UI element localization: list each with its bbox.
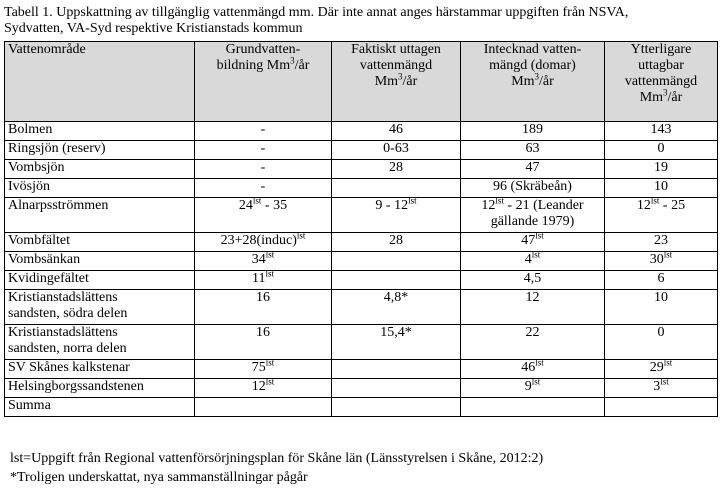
table-row [5, 290, 718, 325]
header-ytterligare [605, 42, 718, 122]
cell-value: 9 - 12 [375, 198, 409, 213]
cell-value: 12 [251, 379, 266, 394]
cell [605, 398, 718, 417]
cell: 22 [461, 325, 605, 360]
lst-marker: lst [495, 195, 504, 206]
row-name: Bolmen [5, 122, 195, 141]
footnote-lst: lst=Uppgift från Regional vattenförsörjningsplan för Skåne län (Länsstyrelsen i Skåne, 2012:2) [10, 451, 544, 466]
cell: 4,5 [461, 271, 605, 290]
cell [195, 376, 332, 398]
cell-value: 9 [524, 379, 532, 394]
footnotes [10, 449, 722, 487]
table-row [5, 179, 718, 198]
cell [332, 271, 461, 290]
cell: 47 [461, 160, 605, 179]
superscript: 3 [398, 71, 403, 82]
header-label: Ytterligare [630, 42, 692, 57]
cell: 189 [461, 122, 605, 141]
cell: 96 (Skräbeån) [461, 179, 605, 198]
cell-value: 34 [251, 252, 266, 267]
header-label: uttagbar [638, 58, 684, 73]
footnote-asterisk: *Troligen underskattat, nya sammanställningar pågår [10, 470, 308, 485]
cell-value: 12 [481, 198, 496, 213]
cell [332, 379, 461, 398]
cell-value: 24 [238, 198, 253, 213]
cell [332, 179, 461, 198]
cell: 6 [605, 271, 718, 290]
header-label: bildning Mm [216, 58, 291, 73]
row-name: Ringsjön (reserv) [5, 141, 195, 160]
header-label: vattenmängd [359, 58, 433, 73]
row-name-line: Kristianstadslättens [8, 325, 118, 340]
table-header-row [5, 42, 718, 122]
superscript: 3 [534, 71, 540, 82]
cell-value: 11 [252, 271, 266, 286]
table-row [5, 360, 718, 379]
cell [605, 376, 718, 398]
cell [461, 376, 605, 398]
row-name [5, 325, 195, 360]
cell [195, 357, 332, 379]
row-name: Kvidingefältet [5, 271, 195, 290]
caption-line-2: Sydvatten, VA-Syd respektive Kristianstads kommun [4, 21, 303, 36]
table-row [5, 122, 718, 141]
header-label: Mm [511, 74, 535, 89]
table-row [5, 233, 718, 252]
cell-value: 3 [653, 379, 661, 394]
row-name-line: sandsten, norra delen [8, 341, 127, 356]
header-label: Vattenområde [8, 42, 86, 57]
table-row [5, 252, 718, 271]
row-name-line: Kristianstadslättens [8, 290, 118, 305]
superscript: 3 [290, 55, 295, 66]
lst-marker: lst [663, 357, 673, 368]
cell [332, 360, 461, 379]
cell: 4,8* [332, 290, 461, 325]
cell-value: 29 [649, 360, 664, 375]
cell: 23 [605, 233, 718, 252]
cell: 15,4* [332, 325, 461, 360]
row-name-line: sandsten, södra delen [8, 306, 128, 321]
superscript: 3 [663, 87, 668, 98]
row-name: Vombsänkan [5, 252, 195, 271]
lst-marker: lst [265, 357, 275, 368]
header-vattenomrade [5, 42, 195, 122]
row-name: Vombfältet [5, 233, 195, 252]
header-label: Grundvatten- [225, 42, 301, 57]
lst-marker: lst [531, 376, 541, 387]
cell: 16 [195, 325, 332, 360]
table-row [5, 198, 718, 233]
row-name: Ivösjön [5, 179, 195, 198]
lst-marker: lst [535, 357, 544, 368]
header-label: /år [539, 74, 554, 89]
cell-value: 4 [524, 252, 532, 267]
row-name: Vombsjön [5, 160, 195, 179]
table-caption [4, 5, 722, 37]
cell: - [195, 122, 332, 141]
row-name: Alnarpsströmmen [5, 198, 195, 233]
cell: 28 [332, 160, 461, 179]
row-name: Helsingborgssandstenen [5, 379, 195, 398]
header-label: Intecknad vatten- [483, 42, 582, 57]
cell-value: gällande 1979) [490, 214, 575, 229]
cell [605, 195, 718, 233]
cell: 63 [461, 141, 605, 160]
lst-marker: lst [650, 195, 660, 206]
cell [195, 398, 332, 417]
header-label: /år [294, 58, 310, 73]
table-row [5, 271, 718, 290]
cell: - [195, 141, 332, 160]
cell: - [195, 160, 332, 179]
cell-value: 23+28(induc) [220, 233, 297, 248]
cell [461, 195, 605, 233]
cell [195, 268, 332, 290]
cell: 46 [332, 122, 461, 141]
lst-marker: lst [408, 195, 417, 206]
header-intecknad [461, 42, 605, 122]
caption-line-1: Tabell 1. Uppskattning av tillgänglig vattenmängd mm. Där inte annat anges härstammar uppgiften från NSVA, [4, 5, 629, 20]
cell [332, 252, 461, 271]
lst-marker: lst [265, 268, 274, 279]
header-label: /år [402, 74, 418, 89]
header-label: Faktiskt uttagen [351, 42, 441, 57]
header-label: vattenmängd [624, 74, 698, 89]
cell [461, 249, 605, 271]
cell-value: - 25 [659, 198, 686, 213]
header-label: /år [667, 90, 683, 105]
table-row-summa [5, 398, 718, 417]
header-label: Mm [374, 74, 399, 89]
table-row [5, 160, 718, 179]
row-name [5, 290, 195, 325]
cell [195, 195, 332, 233]
row-name: Summa [5, 398, 195, 417]
cell: 0 [605, 141, 718, 160]
cell [195, 249, 332, 271]
cell: - [195, 179, 332, 198]
lst-marker: lst [535, 230, 544, 241]
lst-marker: lst [265, 249, 275, 260]
lst-marker: lst [265, 376, 275, 387]
cell: 28 [332, 233, 461, 252]
cell [605, 249, 718, 271]
lst-marker: lst [660, 376, 669, 387]
cell: 143 [605, 122, 718, 141]
header-grundvattenbildning [195, 42, 332, 122]
cell-value: 75 [251, 360, 266, 375]
cell: 12 [461, 290, 605, 325]
header-label: mängd (domar) [489, 58, 576, 73]
cell: 16 [195, 290, 332, 325]
cell: 10 [605, 290, 718, 325]
lst-marker: lst [252, 195, 262, 206]
table-row [5, 141, 718, 160]
cell-value: 47 [521, 233, 536, 248]
cell [332, 398, 461, 417]
cell-value: 46 [521, 360, 536, 375]
cell-value: 12 [636, 198, 651, 213]
header-label: Mm [639, 90, 664, 105]
row-name: SV Skånes kalkstenar [5, 360, 195, 379]
cell [195, 230, 332, 252]
cell: 10 [605, 179, 718, 198]
lst-marker: lst [663, 249, 673, 260]
cell-value: 30 [649, 252, 664, 267]
cell [461, 398, 605, 417]
water-volume-table [4, 41, 718, 417]
cell: 0 [605, 325, 718, 360]
cell: 19 [605, 160, 718, 179]
header-faktiskt-uttagen [332, 42, 461, 122]
lst-marker: lst [531, 249, 541, 260]
cell: 0-63 [332, 141, 461, 160]
cell-value: - 21 (Leander [503, 198, 584, 213]
table-row [5, 379, 718, 398]
lst-marker: lst [296, 230, 306, 241]
table-row [5, 325, 718, 360]
cell [332, 195, 461, 233]
cell-value: - 35 [261, 198, 288, 213]
